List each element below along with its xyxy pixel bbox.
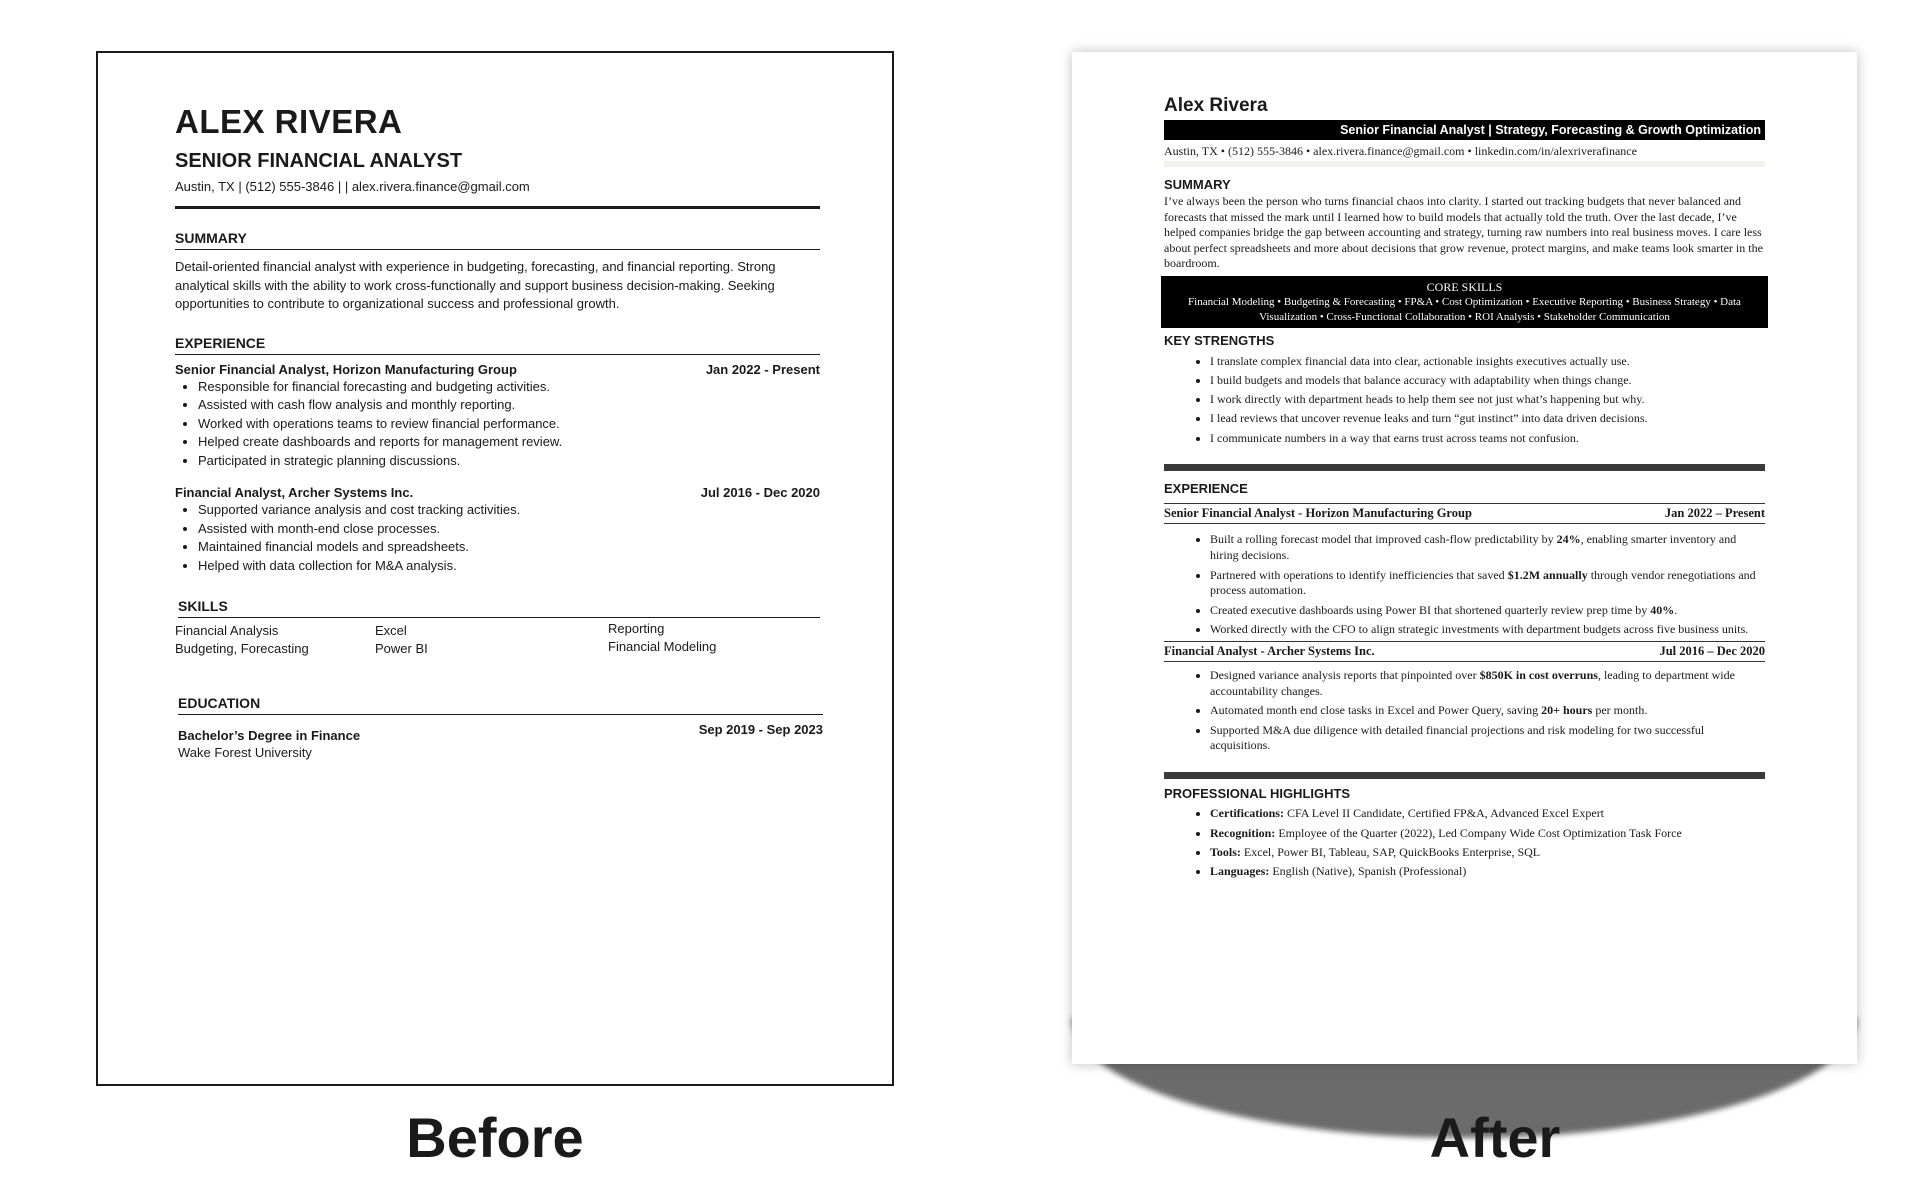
- list-item: • I translate complex financial data into clear, actionable insights executives actually use.: [1210, 354, 1765, 370]
- list-item: • I lead reviews that uncover revenue leaks and turn “gut instinct” into data driven decisions.: [1210, 411, 1765, 427]
- after-job-role: Senior Financial Analyst - Horizon Manufacturing Group: [1164, 506, 1472, 521]
- before-education-dates: Sep 2019 - Sep 2023: [698, 722, 823, 737]
- before-resume-page: [96, 51, 894, 1086]
- list-item: • Responsible for financial forecasting and budgeting activities.: [198, 378, 820, 397]
- before-caption: Before: [406, 1106, 584, 1169]
- after-job-dates: Jul 2016 – Dec 2020: [1659, 644, 1765, 659]
- before-header-divider: [175, 206, 820, 209]
- list-item: • Supported M&A due diligence with detailed financial projections and risk modeling for two successful acquisitions.: [1210, 723, 1765, 755]
- list-item: • Designed variance analysis reports that pinpointed over $850K in cost overruns, leading to department wide accountability changes.: [1210, 668, 1765, 700]
- before-experience-heading: EXPERIENCE: [175, 334, 820, 355]
- list-item: • Certifications: CFA Level II Candidate, Certified FP&A, Advanced Excel Expert: [1210, 806, 1765, 822]
- skill-item: Financial Modeling: [608, 639, 717, 654]
- after-core-skills-box: [1161, 276, 1768, 328]
- after-strengths-list: [1164, 354, 1765, 447]
- before-job-header: [175, 361, 820, 378]
- after-section-divider: [1164, 772, 1765, 779]
- list-item: • Participated in strategic planning discussions.: [198, 452, 820, 471]
- after-job-header: [1164, 503, 1765, 524]
- after-core-skills-list: Financial Modeling • Budgeting & Forecasting • FP&A • Cost Optimization • Executive Reporting • Business Strategy • Data Visualization • Cross-Functional Collaboration • ROI Analysis • Stakeholder Communication: [1188, 295, 1741, 323]
- after-resume-content: [1164, 94, 1765, 883]
- before-name: ALEX RIVERA: [175, 103, 403, 140]
- list-item: • I communicate numbers in a way that earns trust across teams not confusion.: [1210, 431, 1765, 447]
- after-summary-text: I’ve always been the person who turns financial chaos into clarity. I started out tracking budgets that never balanced and forecasts that missed the mark until I learned how to build models that actually told the truth. Over the last decade, I’ve helped companies bridge the gap between accounting and strategy, turning raw numbers into real business moves. I care less about perfect spreadsheets and more about decisions that grow revenue, protect margins, and make teams look smarter in the boardroom.: [1164, 194, 1763, 270]
- list-item: • Maintained financial models and spreadsheets.: [198, 538, 820, 557]
- skill-item: Power BI: [375, 641, 428, 656]
- list-item: • Created executive dashboards using Power BI that shortened quarterly review prep time by 40%.: [1210, 603, 1765, 619]
- after-section-divider: [1164, 464, 1765, 471]
- skill-item: Budgeting, Forecasting: [175, 641, 309, 656]
- after-job-bullets: [1164, 668, 1765, 754]
- before-job-dates: Jan 2022 - Present: [705, 361, 820, 377]
- list-item: • Automated month end close tasks in Excel and Power Query, saving 20+ hours per month.: [1210, 703, 1765, 719]
- after-job-dates: Jan 2022 – Present: [1664, 506, 1765, 521]
- after-resume-page: [1072, 52, 1857, 1064]
- list-item: • Tools: Excel, Power BI, Tableau, SAP, QuickBooks Enterprise, SQL: [1210, 845, 1765, 861]
- list-item: • Helped create dashboards and reports for management review.: [198, 433, 820, 452]
- list-item: • Assisted with month-end close processes.: [198, 520, 820, 539]
- after-caption: After: [1429, 1106, 1561, 1169]
- after-experience-heading: EXPERIENCE: [1164, 481, 1248, 497]
- after-highlights-heading: PROFESSIONAL HIGHLIGHTS: [1164, 786, 1351, 802]
- before-job-title: SENIOR FINANCIAL ANALYST: [175, 150, 463, 172]
- before-job-bullets: [175, 501, 820, 575]
- after-core-skills-title: CORE SKILLS: [1426, 279, 1503, 294]
- before-skills-grid: [175, 622, 820, 662]
- before-skills-column: [175, 622, 309, 658]
- before-summary-heading: SUMMARY: [175, 229, 820, 250]
- after-job-bullets: [1164, 532, 1765, 637]
- list-item: • Helped with data collection for M&A analysis.: [198, 557, 820, 576]
- list-item: • Built a rolling forecast model that improved cash-flow predictability by 24%, enabling smarter inventory and hiring decisions.: [1210, 532, 1765, 564]
- list-item: • Assisted with cash flow analysis and monthly reporting.: [198, 396, 820, 415]
- after-summary-heading: SUMMARY: [1164, 177, 1231, 192]
- skill-item: Financial Analysis: [175, 623, 279, 638]
- list-item: • Worked with operations teams to review financial performance.: [198, 415, 820, 434]
- after-job-header: [1164, 641, 1765, 662]
- before-degree: Bachelor’s Degree in Finance: [178, 728, 361, 743]
- after-contact: Austin, TX • (512) 555-3846 • alex.rivera.finance@gmail.com • linkedin.com/in/alexriverafinance: [1164, 143, 1765, 167]
- list-item: • Partnered with operations to identify inefficiencies that saved $1.2M annually through vendor renegotiations and process automation.: [1210, 568, 1765, 600]
- before-contact: Austin, TX | (512) 555-3846 | | alex.rivera.finance@gmail.com: [175, 179, 530, 194]
- after-title-banner: Senior Financial Analyst | Strategy, Forecasting & Growth Optimization: [1164, 120, 1765, 140]
- after-job-role: Financial Analyst - Archer Systems Inc.: [1164, 644, 1375, 659]
- before-skills-heading: SKILLS: [178, 597, 820, 618]
- after-name: Alex Rivera: [1164, 95, 1268, 116]
- skill-item: Excel: [375, 623, 407, 638]
- skill-item: Reporting: [608, 621, 665, 636]
- before-education-heading: EDUCATION: [178, 694, 823, 715]
- before-skills-column: [375, 622, 428, 658]
- before-skills-column: [608, 620, 716, 656]
- list-item: • I work directly with department heads to help them see not just what’s happening but why.: [1210, 392, 1765, 408]
- after-highlights-list: [1164, 806, 1765, 880]
- before-resume-content: [175, 103, 823, 762]
- before-job-bullets: [175, 378, 820, 471]
- before-job-role: Senior Financial Analyst, Horizon Manufacturing Group: [175, 361, 517, 377]
- list-item: • Languages: English (Native), Spanish (Professional): [1210, 864, 1765, 880]
- list-item: • I build budgets and models that balance accuracy with adaptability when things change.: [1210, 373, 1765, 389]
- before-school: Wake Forest University: [178, 745, 312, 760]
- list-item: • Supported variance analysis and cost tracking activities.: [198, 501, 820, 520]
- before-job-dates: Jul 2016 - Dec 2020: [700, 485, 820, 500]
- before-education-header: [178, 721, 823, 744]
- before-summary-text: Detail-oriented financial analyst with experience in budgeting, forecasting, and financial reporting. Strong analytical skills with the ability to work cross-functionally and support business decision-making. Seeking opportunities to contribute to organizational success and professional growth.: [175, 259, 776, 311]
- before-job-header: [175, 484, 820, 501]
- after-strengths-heading: KEY STRENGTHS: [1164, 332, 1275, 348]
- list-item: • Worked directly with the CFO to align strategic investments with department budgets across five business units.: [1210, 622, 1765, 638]
- list-item: • Recognition: Employee of the Quarter (2022), Led Company Wide Cost Optimization Task Force: [1210, 826, 1765, 842]
- before-job-role: Financial Analyst, Archer Systems Inc.: [175, 485, 414, 500]
